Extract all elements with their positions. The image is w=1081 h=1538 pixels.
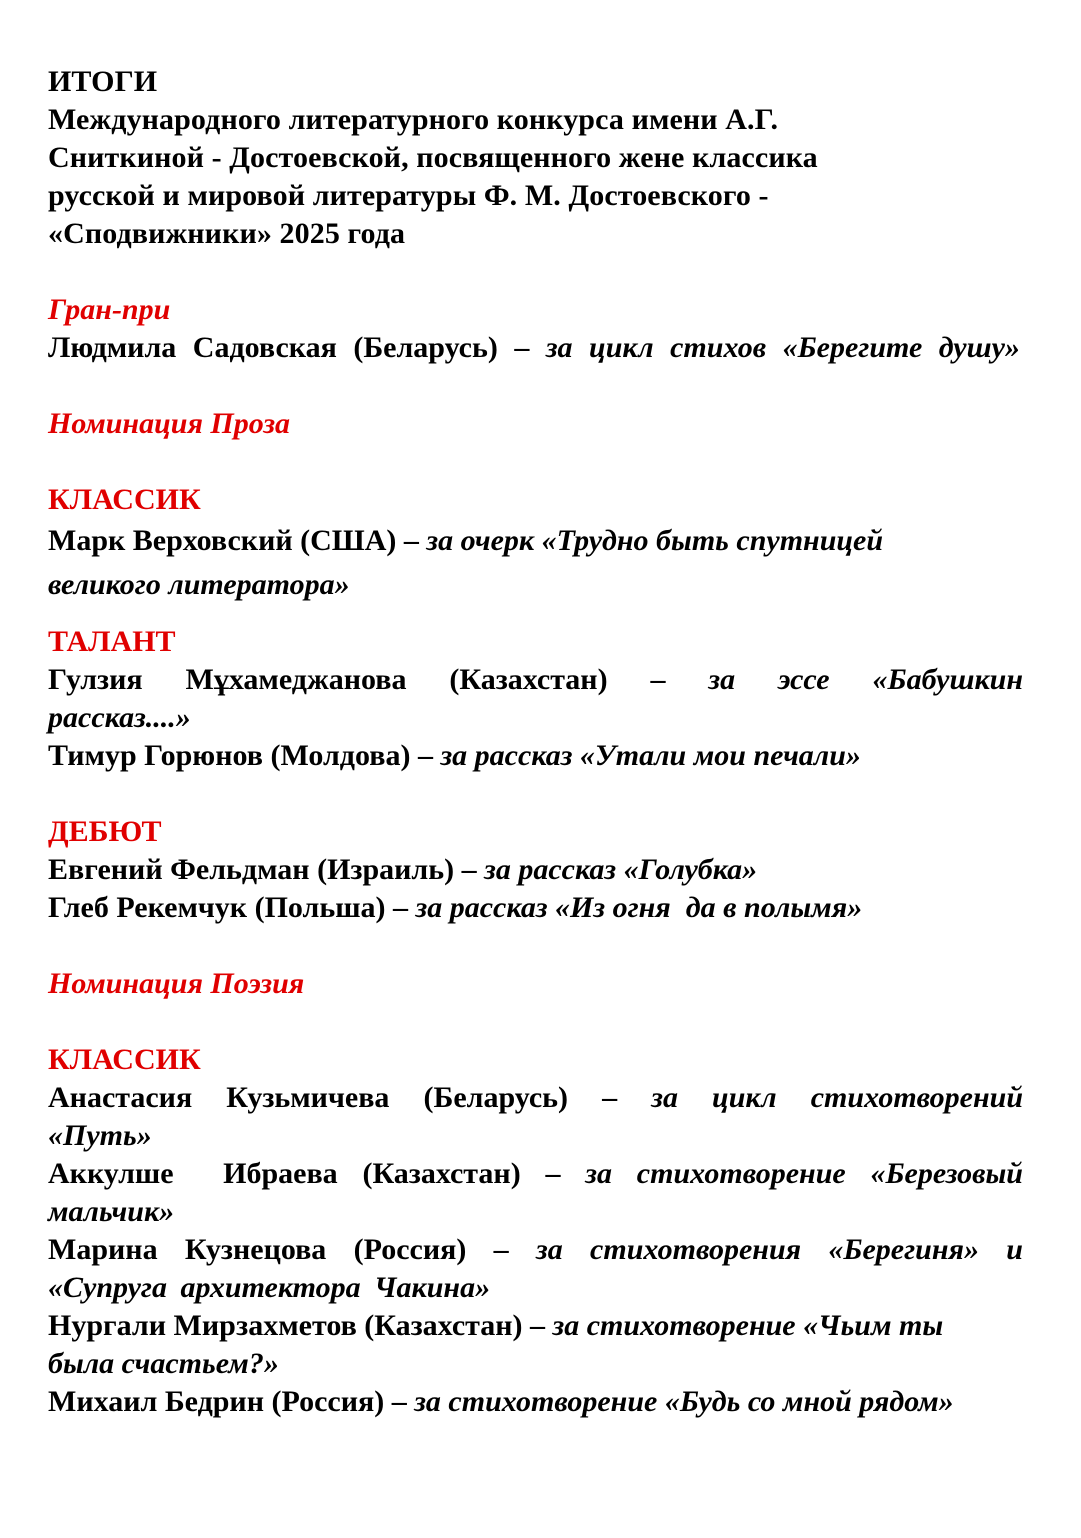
prose-talent-entry [48,661,1023,737]
work-title: за рассказ «Утали мои печали» [440,739,861,772]
laureate-name: Марина Кузнецова (Россия) [48,1233,467,1266]
prose-talent-entry [48,737,1023,775]
prose-debut-entry [48,889,1023,927]
laureate-name: Глеб Рекемчук (Польша) [48,891,386,924]
work-title: за рассказ «Из огня да в полымя» [415,891,863,924]
spacer [48,1003,1023,1041]
laureate-name: Людмила Садовская (Беларусь) [48,331,498,364]
work-title: за цикл стихов «Берегите душу» [545,331,1020,364]
spacer [48,615,1023,623]
work-title: за стихотворение «Чьим ты была счастьем?» [48,1309,944,1380]
spacer [48,775,1023,813]
dash: – [520,1157,586,1190]
prose-nomination-heading: Номинация Проза [48,407,291,440]
work-title: за эссе «Бабушкин рассказ....» [48,663,1024,734]
dash: – [466,1233,537,1266]
laureate-name: Нургали Мирзахметов (Казахстан) [48,1309,523,1342]
spacer [48,927,1023,965]
work-title: за стихотворение «Будь со мной рядом» [414,1385,954,1418]
laureate-name: Аккулше Ибраева (Казахстан) [48,1157,521,1190]
work-title: за очерк «Трудно быть спутницей великого литератора» [48,524,884,601]
dash: – [522,1309,553,1342]
dash: – [396,524,427,557]
poetry-nomination-heading: Номинация Поэзия [48,967,305,1000]
laureate-name: Евгений Фельдман (Израиль) [48,853,455,886]
prose-talent-heading: ТАЛАНТ [48,625,176,658]
laureate-name: Анастасия Кузьмичева (Беларусь) [48,1081,569,1114]
document-subtitle-line: «Сподвижники» 2025 года [48,217,406,250]
poetry-classic-entry [48,1231,1023,1307]
poetry-classic-entry [48,1307,1003,1383]
dash: – [607,663,709,696]
dash: – [384,1385,415,1418]
poetry-classic-heading: КЛАССИК [48,1043,201,1076]
document-subtitle-line: русской и мировой литературы Ф. М. Достоевского - [48,179,769,212]
prose-classic-entry [48,519,1003,607]
work-title: за рассказ «Голубка» [484,853,758,886]
prose-classic-heading: КЛАССИК [48,483,201,516]
document-title: ИТОГИ [48,65,158,98]
document-subtitle-line: Сниткиной - Достоевской, посвященного жене классика [48,141,818,174]
laureate-name: Михаил Бедрин (Россия) [48,1385,385,1418]
spacer [48,253,1023,291]
grand-prix-heading: Гран-при [48,293,171,326]
poetry-classic-entry [48,1383,978,1421]
dash: – [454,853,485,886]
work-title: за цикл стихотворений «Путь» [48,1081,1023,1152]
laureate-name: Марк Верховский (США) [48,524,397,557]
dash: – [385,891,416,924]
document-subtitle-line: Международного литературного конкурса имени А.Г. [48,103,779,136]
work-title: за стихотворения «Берегиня» и «Супруга архитектора Чакина» [48,1233,1023,1304]
laureate-name: Гулзия Мұхамеджанова (Казахстан) [48,663,608,696]
spacer [48,367,1023,405]
dash: – [497,331,546,364]
grand-prix-entry [48,329,1023,367]
spacer [48,607,1023,615]
prose-debut-entry [48,851,1023,889]
poetry-classic-entry [48,1155,1031,1231]
work-title: за стихотворение «Березовый мальчик» [48,1157,1031,1228]
dash: – [410,739,441,772]
spacer [48,443,1023,481]
laureate-name: Тимур Горюнов (Молдова) [48,739,411,772]
prose-debut-heading: ДЕБЮТ [48,815,162,848]
poetry-classic-entry [48,1079,1023,1155]
dash: – [568,1081,652,1114]
